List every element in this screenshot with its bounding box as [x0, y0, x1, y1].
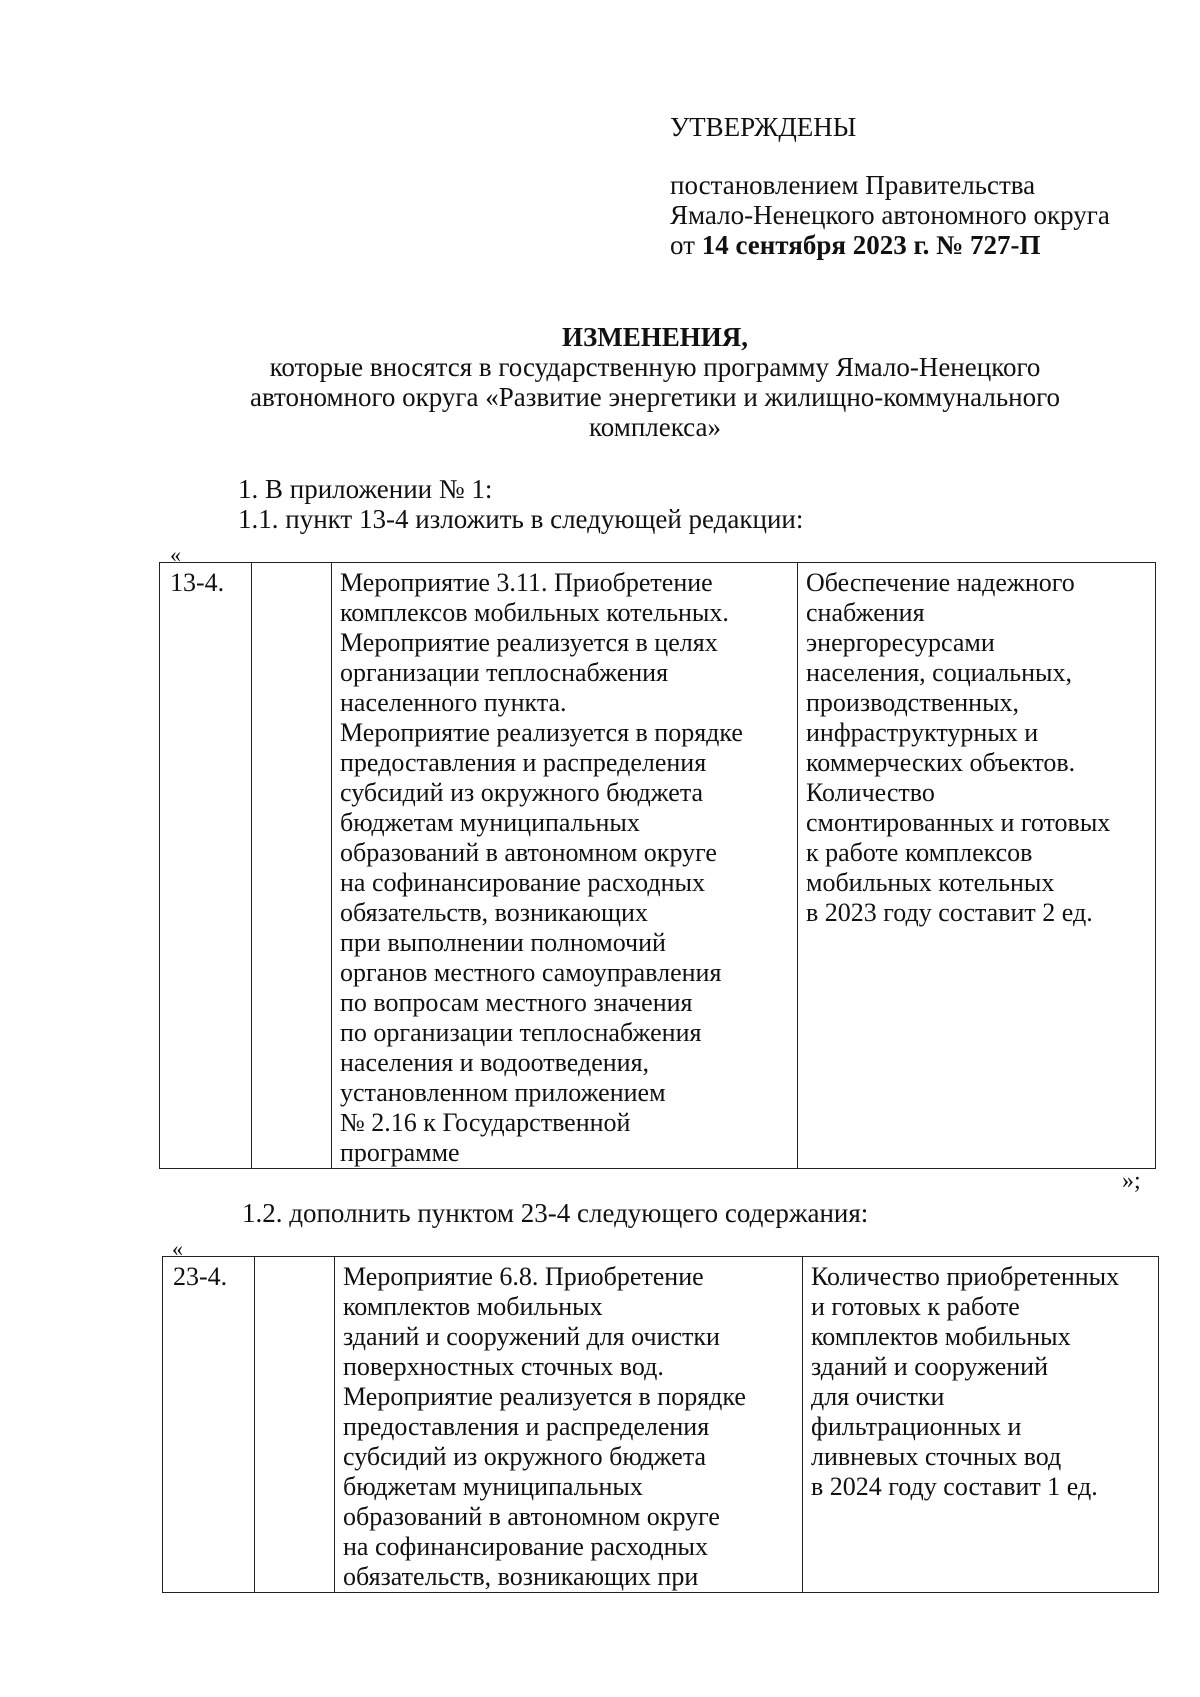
document-subtitle-line-3: комплекса»: [589, 412, 721, 442]
closing-quote-1: »;: [1122, 1168, 1141, 1194]
amendment-table-23-4: [162, 1256, 1159, 1593]
approval-line-1: постановлением Правительства: [670, 170, 1036, 200]
table-row: [160, 563, 1156, 1169]
table-row: [163, 1257, 1159, 1593]
table-cell-result: Количество приобретенных и готовых к работе комплектов мобильных зданий и сооружений для очистки фильтрационных и ливневых сточных вод в 2024 году составит 1 ед.: [803, 1257, 1159, 1593]
document-title-block: [160, 322, 1150, 442]
paragraph-item-1: 1. В приложении № 1:: [238, 474, 493, 504]
table-cell-activity: Мероприятие 6.8. Приобретение комплектов мобильных зданий и сооружений для очистки поверхностных сточных вод. Мероприятие реализуется в порядке предоставления и распределения субсидий из окружного бюджета бюджетам муниципальных образований в автономном округе на софинансирование расходных обязательств, возникающих при: [335, 1257, 803, 1593]
document-title: ИЗМЕНЕНИЯ,: [561, 322, 748, 352]
table-cell-number: 23-4.: [163, 1257, 255, 1593]
table-cell-result: Обеспечение надежного снабжения энергоресурсами населения, социальных, производственных, инфраструктурных и коммерческих объектов. Количество смонтированных и готовых к работе комплексов мобильных котельных в 2023 году составит 2 ед.: [798, 563, 1156, 1169]
opening-quote-1: «: [170, 542, 181, 567]
document-subtitle-line-1: которые вносятся в государственную программу Ямало-Ненецкого: [269, 352, 1041, 382]
approval-heading: УТВЕРЖДЕНЫ: [670, 112, 857, 142]
opening-quote-2: «: [172, 1236, 183, 1261]
table-cell-activity: Мероприятие 3.11. Приобретение комплексов мобильных котельных. Мероприятие реализуется в целях организации теплоснабжения населенного пункта. Мероприятие реализуется в порядке предоставления и распределения субсидий из окружного бюджета бюджетам муниципальных образований в автономном округе на софинансирование расходных обязательств, возникающих при выполнении полномочий органов местного самоуправления по вопросам местного значения по организации теплоснабжения населения и водоотведения, установленном приложением № 2.16 к Государственной программе: [332, 563, 798, 1169]
amendment-table-13-4: [159, 562, 1156, 1169]
approval-line-2: Ямало-Ненецкого автономного округа: [670, 200, 1110, 230]
table-cell-number: 13-4.: [160, 563, 252, 1169]
approval-date-prefix: от: [670, 230, 702, 260]
document-subtitle-line-2: автономного округа «Развитие энергетики и жилищно-коммунального: [250, 382, 1060, 412]
approval-date: 14 сентября 2023 г. № 727-П: [701, 230, 1041, 260]
approval-stamp: [670, 112, 1170, 260]
paragraph-item-1-1: 1.1. пункт 13-4 изложить в следующей редакции:: [238, 504, 804, 534]
table-cell-empty: [255, 1257, 335, 1593]
paragraph-item-1-2: 1.2. дополнить пунктом 23-4 следующего содержания:: [242, 1198, 869, 1228]
table-cell-empty: [252, 563, 332, 1169]
approval-date-line: [670, 230, 1170, 260]
